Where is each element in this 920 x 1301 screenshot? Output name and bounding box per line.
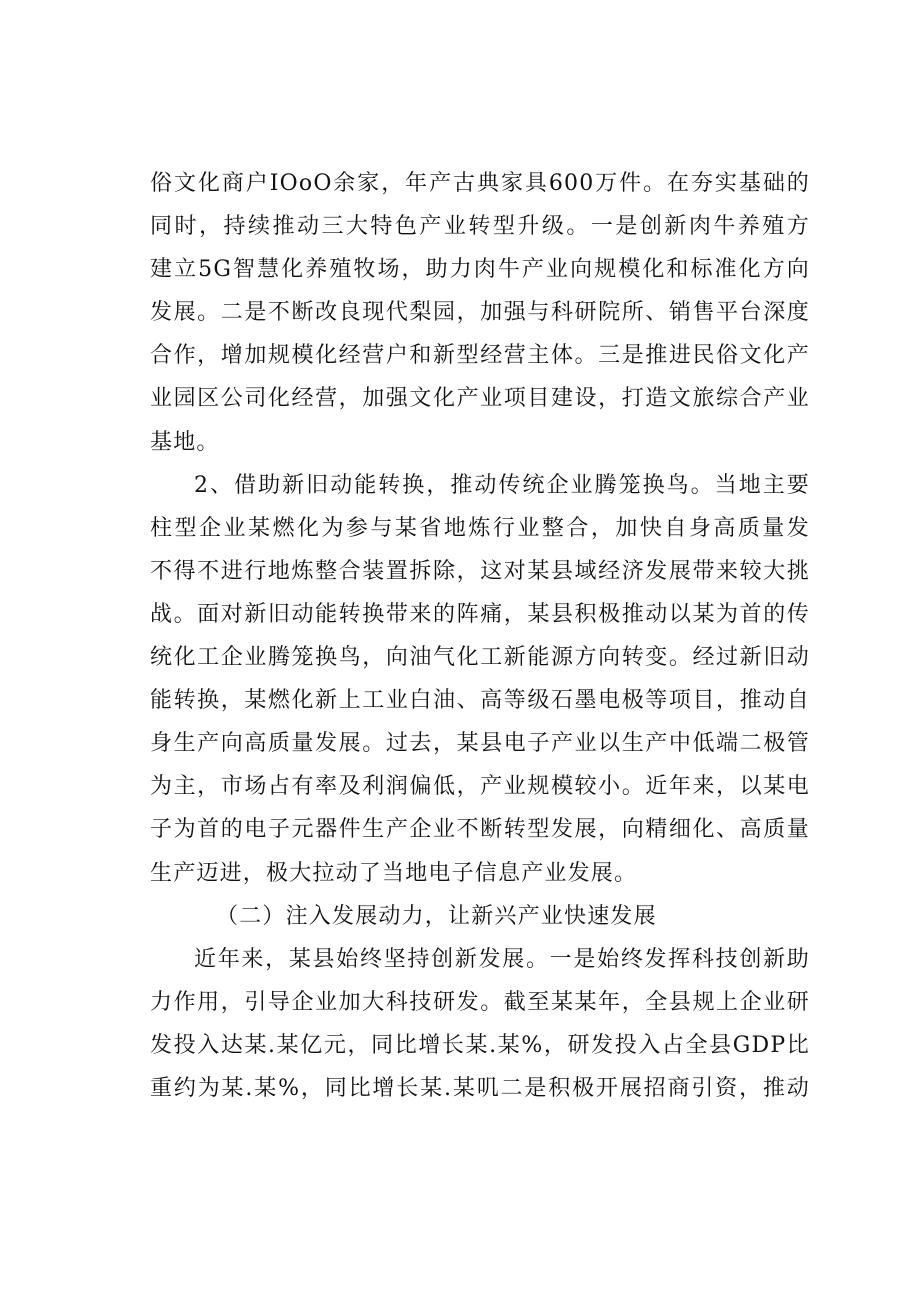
- paragraph-line: 俗文化商户IOoO余家，年产古典家具600万件。在夯实基础的: [150, 171, 810, 196]
- paragraph-line: 基地。: [150, 429, 220, 455]
- paragraph-line: 为主，市场占有率及利润偏低，产业规模较小。近年来，以某电: [150, 774, 810, 800]
- paragraph-line: 子为首的电子元器件生产企业不断转型发展，向精细化、高质量: [150, 817, 810, 843]
- paragraph-line: 合作，增加规模化经营户和新型经营主体。三是推进民俗文化产: [150, 343, 810, 369]
- paragraph-line: 能转换，某燃化新上工业白油、高等级石墨电极等项目，推动自: [150, 688, 810, 714]
- paragraph-line: 战。面对新旧动能转换带来的阵痛，某县积极推动以某为首的传: [150, 601, 810, 627]
- paragraph-line: 建立5G智慧化养殖牧场，助力肉牛产业向规模化和标准化方向: [150, 257, 810, 283]
- paragraph-line: 不得不进行地炼整合装置拆除，这对某县域经济发展带来较大挑: [150, 558, 810, 584]
- body-text: [150, 162, 810, 1110]
- paragraph-line: 发展。二是不断改良现代梨园，加强与科研院所、销售平台深度: [150, 300, 810, 326]
- section-heading: （二）注入发展动力，让新兴产业快速发展: [216, 903, 657, 929]
- paragraph-line: 近年来，某县始终坚持创新发展。一是始终发挥科技创新助: [194, 946, 810, 972]
- paragraph-line: 重约为某.某%，同比增长某.某叽二是积极开展招商引资，推动: [150, 1075, 810, 1101]
- paragraph-line: 力作用，引导企业加大科技研发。截至某某年，全县规上企业研: [150, 989, 810, 1015]
- paragraph-line: 业园区公司化经营，加强文化产业项目建设，打造文旅综合产业: [150, 386, 810, 412]
- paragraph-line: 生产迈进，极大拉动了当地电子信息产业发展。: [150, 860, 638, 886]
- paragraph-line: 身生产向高质量发展。过去，某县电子产业以生产中低端二极管: [150, 731, 810, 757]
- paragraph-line: 柱型企业某燃化为参与某省地炼行业整合，加快自身高质量发: [150, 515, 810, 541]
- paragraph-line: 同时，持续推动三大特色产业转型升级。一是创新肉牛养殖方: [150, 214, 810, 240]
- paragraph-line: 发投入达某.某亿元，同比增长某.某%，研发投入占全县GDP比: [150, 1032, 810, 1058]
- paragraph-line: 2、借助新旧动能转换，推动传统企业腾笼换鸟。当地主要: [194, 472, 810, 498]
- paragraph-line: 统化工企业腾笼换鸟，向油气化工新能源方向转变。经过新旧动: [150, 645, 810, 671]
